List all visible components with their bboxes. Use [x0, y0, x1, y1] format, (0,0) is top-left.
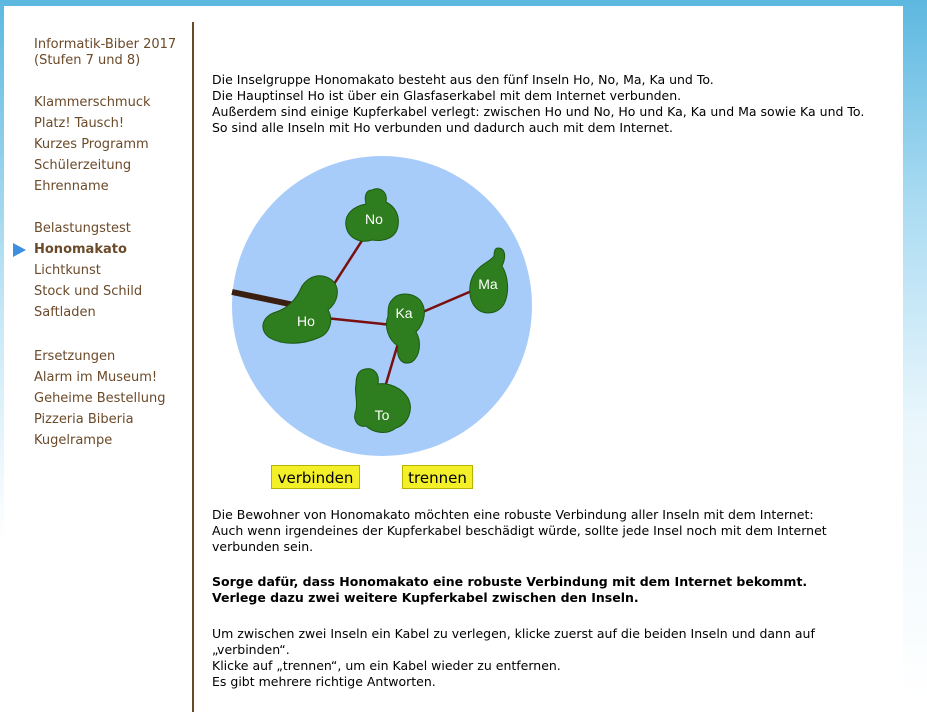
- instructions-line: Es gibt mehrere richtige Antworten.: [212, 674, 436, 689]
- island-no[interactable]: [346, 189, 399, 241]
- description-text: [212, 507, 892, 555]
- sidebar-item-klammerschmuck[interactable]: Klammerschmuck: [34, 95, 151, 110]
- sidebar-item-honomakato[interactable]: Honomakato: [34, 242, 127, 257]
- sidebar-item-alarm-im-museum[interactable]: Alarm im Museum!: [34, 370, 158, 385]
- island-label-ma: Ma: [478, 276, 498, 292]
- sidebar-item-lichtkunst[interactable]: Lichtkunst: [34, 263, 101, 278]
- island-label-ho: Ho: [297, 313, 315, 329]
- sidebar-item-kugelrampe[interactable]: Kugelrampe: [34, 433, 113, 448]
- description-line: Die Bewohner von Honomakato möchten eine robuste Verbindung aller Inseln mit dem Internet:: [212, 507, 814, 522]
- island-label-ka: Ka: [395, 305, 413, 321]
- intro-line: So sind alle Inseln mit Ho verbunden und dadurch auch mit dem Internet.: [212, 120, 673, 135]
- sidebar-item-stock-und-schild[interactable]: Stock und Schild: [34, 284, 143, 299]
- island-ma[interactable]: [470, 248, 508, 313]
- fiber-cable: [232, 292, 299, 306]
- task-line: Sorge dafür, dass Honomakato eine robuste Verbindung mit dem Internet bekommt.: [212, 574, 808, 589]
- disconnect-button[interactable]: trennen: [402, 465, 473, 489]
- sidebar-item-schuelerzeitung[interactable]: Schülerzeitung: [34, 158, 132, 173]
- island-label-no: No: [365, 211, 383, 227]
- instructions-line: „verbinden“.: [212, 642, 290, 657]
- island-ho[interactable]: [263, 276, 337, 344]
- island-to[interactable]: [355, 369, 411, 433]
- sidebar-item-belastungstest[interactable]: Belastungstest: [34, 221, 131, 236]
- description-line: Auch wenn irgendeines der Kupferkabel beschädigt würde, sollte jede Insel noch mit dem Internet: [212, 523, 827, 538]
- description-line: verbunden sein.: [212, 539, 314, 554]
- sidebar-item-ersetzungen[interactable]: Ersetzungen: [34, 349, 116, 364]
- sidebar-item-saftladen[interactable]: Saftladen: [34, 305, 96, 320]
- task-line: Verlege dazu zwei weitere Kupferkabel zwischen den Inseln.: [212, 590, 639, 605]
- connect-button[interactable]: verbinden: [271, 465, 360, 489]
- task-text: [212, 574, 892, 606]
- island-ka[interactable]: [386, 294, 424, 363]
- instructions-line: Klicke auf „trennen“, um ein Kabel wieder zu entfernen.: [212, 658, 561, 673]
- sidebar-title-line1: Informatik-Biber 2017: [34, 37, 177, 52]
- sidebar-item-pizzeria-biberia[interactable]: Pizzeria Biberia: [34, 412, 134, 427]
- sidebar-title-line2: (Stufen 7 und 8): [34, 53, 141, 68]
- intro-line: Die Hauptinsel Ho ist über ein Glasfaserkabel mit dem Internet verbunden.: [212, 88, 682, 103]
- sidebar-item-kurzes-programm[interactable]: Kurzes Programm: [34, 137, 149, 152]
- intro-line: Außerdem sind einige Kupferkabel verlegt: zwischen Ho und No, Ho und Ka, Ka und Ma sowie Ka und To.: [212, 104, 865, 119]
- sidebar-item-geheime-bestellung[interactable]: Geheime Bestellung: [34, 391, 166, 406]
- sidebar-item-ehrenname[interactable]: Ehrenname: [34, 179, 109, 194]
- sidebar-item-platz-tausch[interactable]: Platz! Tausch!: [34, 116, 125, 131]
- instructions-text: [212, 626, 892, 690]
- island-label-to: To: [374, 407, 390, 423]
- intro-line: Die Inselgruppe Honomakato besteht aus den fünf Inseln Ho, No, Ma, Ka und To.: [212, 72, 714, 87]
- instructions-line: Um zwischen zwei Inseln ein Kabel zu verlegen, klicke zuerst auf die beiden Inseln und dann auf: [212, 626, 815, 641]
